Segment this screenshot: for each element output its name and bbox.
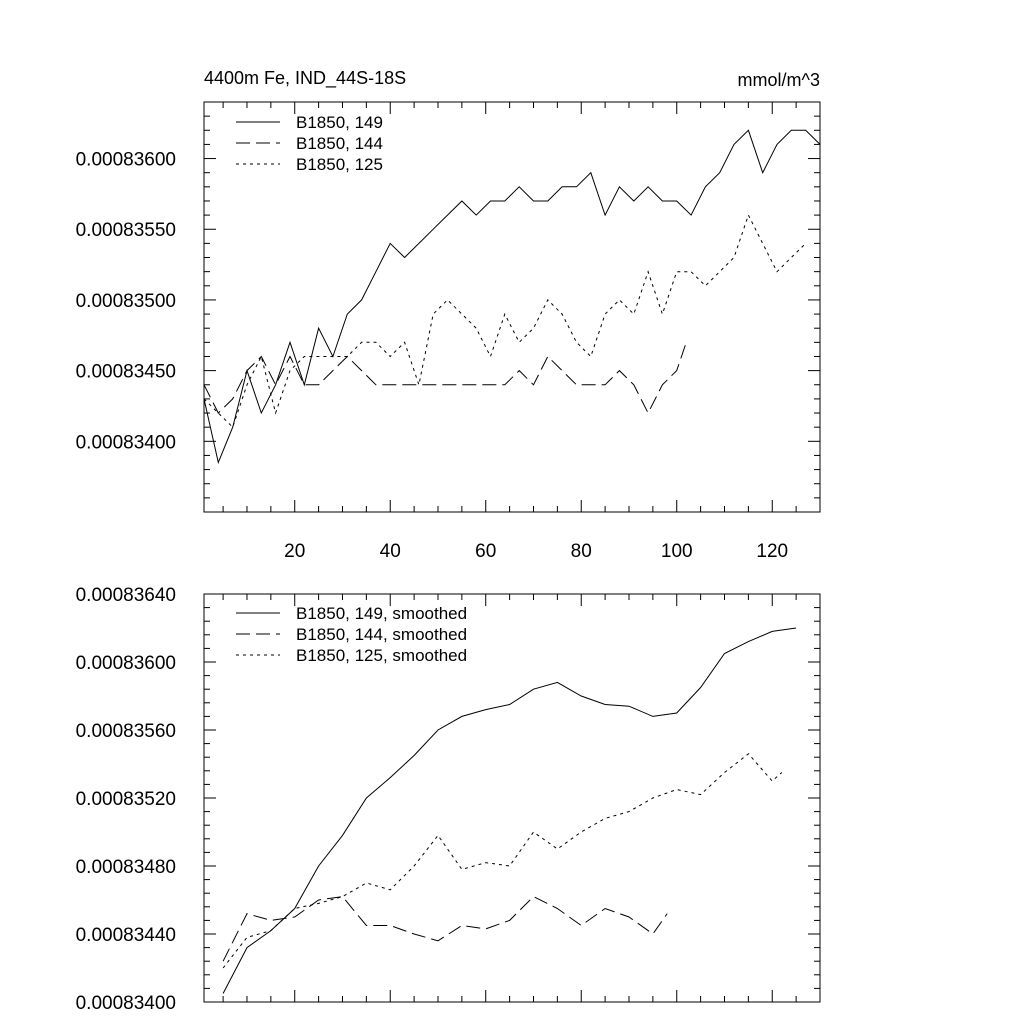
top-panel-legend-label-2: B1850, 144 bbox=[296, 134, 383, 153]
top-panel-marks bbox=[204, 130, 820, 462]
bottom-panel-y-tick-label: 0.00083440 bbox=[75, 925, 176, 946]
top-panel-x-tick-label: 120 bbox=[756, 541, 789, 562]
top-panel bbox=[76, 68, 820, 562]
bottom-panel-legend-label-2: B1850, 144, smoothed bbox=[296, 625, 468, 644]
top-panel-y-tick-label: 0.00083450 bbox=[75, 361, 176, 383]
top-panel-legend bbox=[236, 113, 383, 174]
bottom-panel-y-tick-label: 0.00083600 bbox=[75, 653, 176, 674]
top-panel-x-tick-label: 40 bbox=[379, 541, 401, 562]
top-panel-series-line-2 bbox=[204, 342, 686, 413]
top-panel-legend-label-1: B1850, 149 bbox=[296, 113, 383, 132]
bottom-panel-legend-label-3: B1850, 125, smoothed bbox=[296, 646, 468, 665]
bottom-panel-series-line-3 bbox=[223, 754, 782, 968]
top-panel-ticks bbox=[76, 102, 820, 562]
bottom-panel-series-line-1 bbox=[223, 628, 796, 994]
top-panel-y-tick-label: 0.00083550 bbox=[75, 220, 176, 242]
top-panel-y-tick-label: 0.00083400 bbox=[75, 432, 176, 454]
top-panel-title: 4400m Fe, IND_44S-18S bbox=[204, 68, 407, 88]
bottom-panel-y-tick-label: 0.00083640 bbox=[75, 585, 176, 606]
top-panel-y-tick-label: 0.00083600 bbox=[75, 149, 176, 171]
top-panel-series-line-3 bbox=[204, 215, 806, 427]
bottom-panel-legend bbox=[236, 604, 467, 665]
top-panel-x-tick-label: 60 bbox=[475, 541, 497, 562]
bottom-panel bbox=[76, 585, 820, 1014]
top-panel-x-tick-label: 20 bbox=[284, 541, 306, 562]
bottom-panel-series-line-2 bbox=[223, 897, 667, 962]
bottom-panel-y-tick-label: 0.00083480 bbox=[75, 857, 176, 878]
bottom-panel-y-tick-label: 0.00083520 bbox=[75, 789, 176, 810]
bottom-panel-legend-label-1: B1850, 149, smoothed bbox=[296, 604, 468, 623]
top-panel-legend-label-3: B1850, 125 bbox=[296, 155, 383, 174]
bottom-panel-y-tick-label: 0.00083400 bbox=[75, 993, 176, 1014]
top-panel-y-tick-label: 0.00083500 bbox=[75, 290, 176, 312]
top-panel-x-tick-label: 80 bbox=[570, 541, 592, 562]
bottom-panel-marks bbox=[223, 628, 796, 994]
top-panel-series-line-1 bbox=[204, 130, 820, 462]
top-panel-x-tick-label: 100 bbox=[660, 541, 693, 562]
top-panel-units: mmol/m^3 bbox=[737, 70, 820, 90]
bottom-panel-y-tick-label: 0.00083560 bbox=[75, 721, 176, 742]
